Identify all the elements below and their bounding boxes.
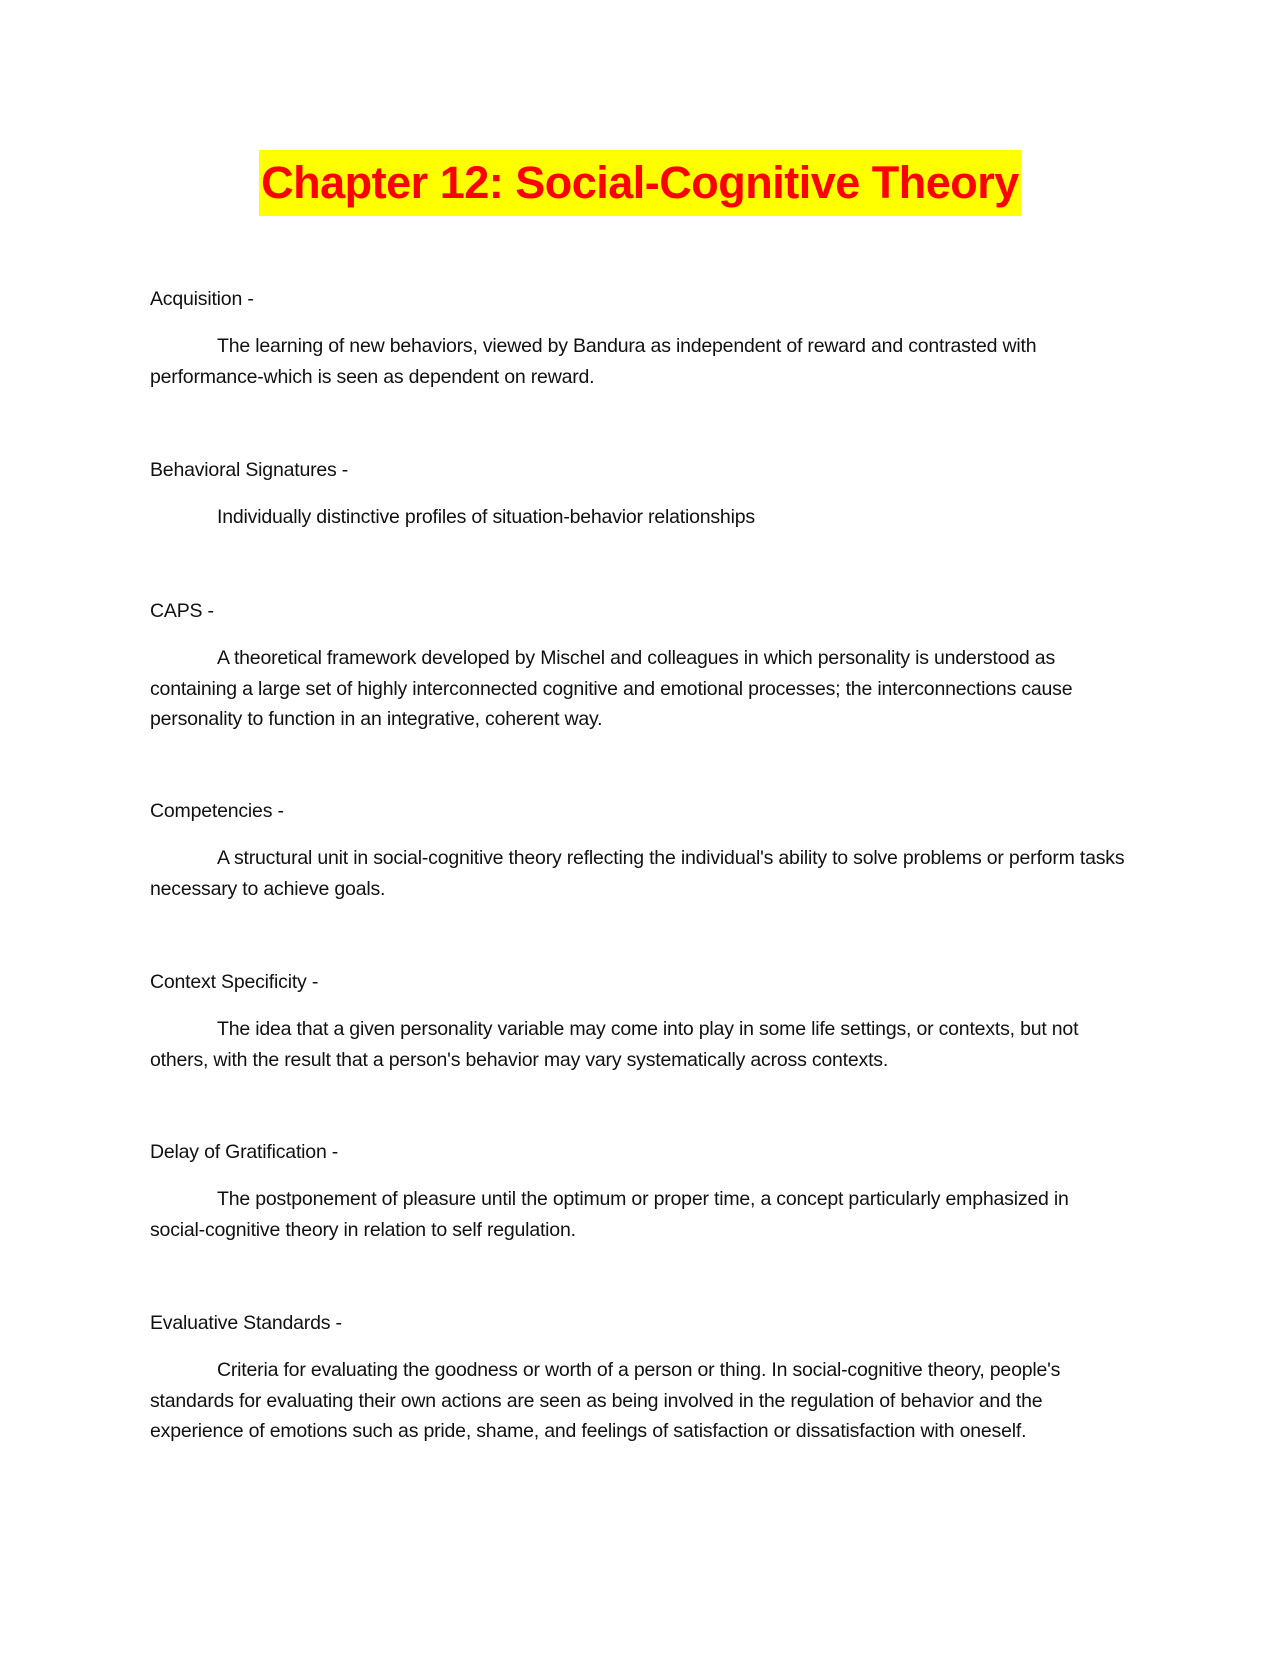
glossary-definition: Individually distinctive profiles of situation-behavior relationships [217,506,755,528]
glossary-entry-context-specificity [150,968,1125,1075]
glossary-definition: The idea that a given personality variable may come into play in some life settings, or contexts, but not others, with the result that a person's behavior may vary systematically across contexts. [150,1018,1079,1071]
chapter-title: Chapter 12: Social-Cognitive Theory [259,150,1021,216]
glossary-definition: The postponement of pleasure until the optimum or proper time, a concept particularly emphasized in social-cognitive theory in relation to self regulation. [150,1188,1069,1241]
glossary-entry-acquisition [150,285,1125,392]
glossary-term: Competencies - [150,800,284,822]
glossary-entry-delay-of-gratification [150,1138,1125,1245]
glossary-term: Behavioral Signatures - [150,459,349,481]
title-container [0,150,1280,216]
glossary-definition: Criteria for evaluating the goodness or worth of a person or thing. In social-cognitive theory, people's standards for evaluating their own actions are seen as being involved in the regulation of behavior and the experience of emotions such as pride, shame, and feelings of satisfaction or dissatisfaction with oneself. [150,1359,1061,1442]
glossary-term: Acquisition - [150,288,254,310]
glossary-entry-competencies [150,797,1125,904]
glossary-entry-behavioral-signatures [150,456,1125,533]
glossary-definition: The learning of new behaviors, viewed by Bandura as independent of reward and contrasted with performance-which is seen as dependent on reward. [150,335,1037,388]
glossary-definition: A theoretical framework developed by Mischel and colleagues in which personality is understood as containing a large set of highly interconnected cognitive and emotional processes; the interconnections cause personality to function in an integrative, coherent way. [150,647,1073,730]
glossary-term: Delay of Gratification - [150,1141,339,1163]
glossary-entry-evaluative-standards [150,1309,1125,1447]
glossary-entry-caps [150,597,1125,735]
glossary-term: CAPS - [150,600,214,622]
glossary-term: Context Specificity - [150,971,319,993]
glossary-definition: A structural unit in social-cognitive theory reflecting the individual's ability to solve problems or perform tasks necessary to achieve goals. [150,847,1125,900]
glossary-term: Evaluative Standards - [150,1312,342,1334]
